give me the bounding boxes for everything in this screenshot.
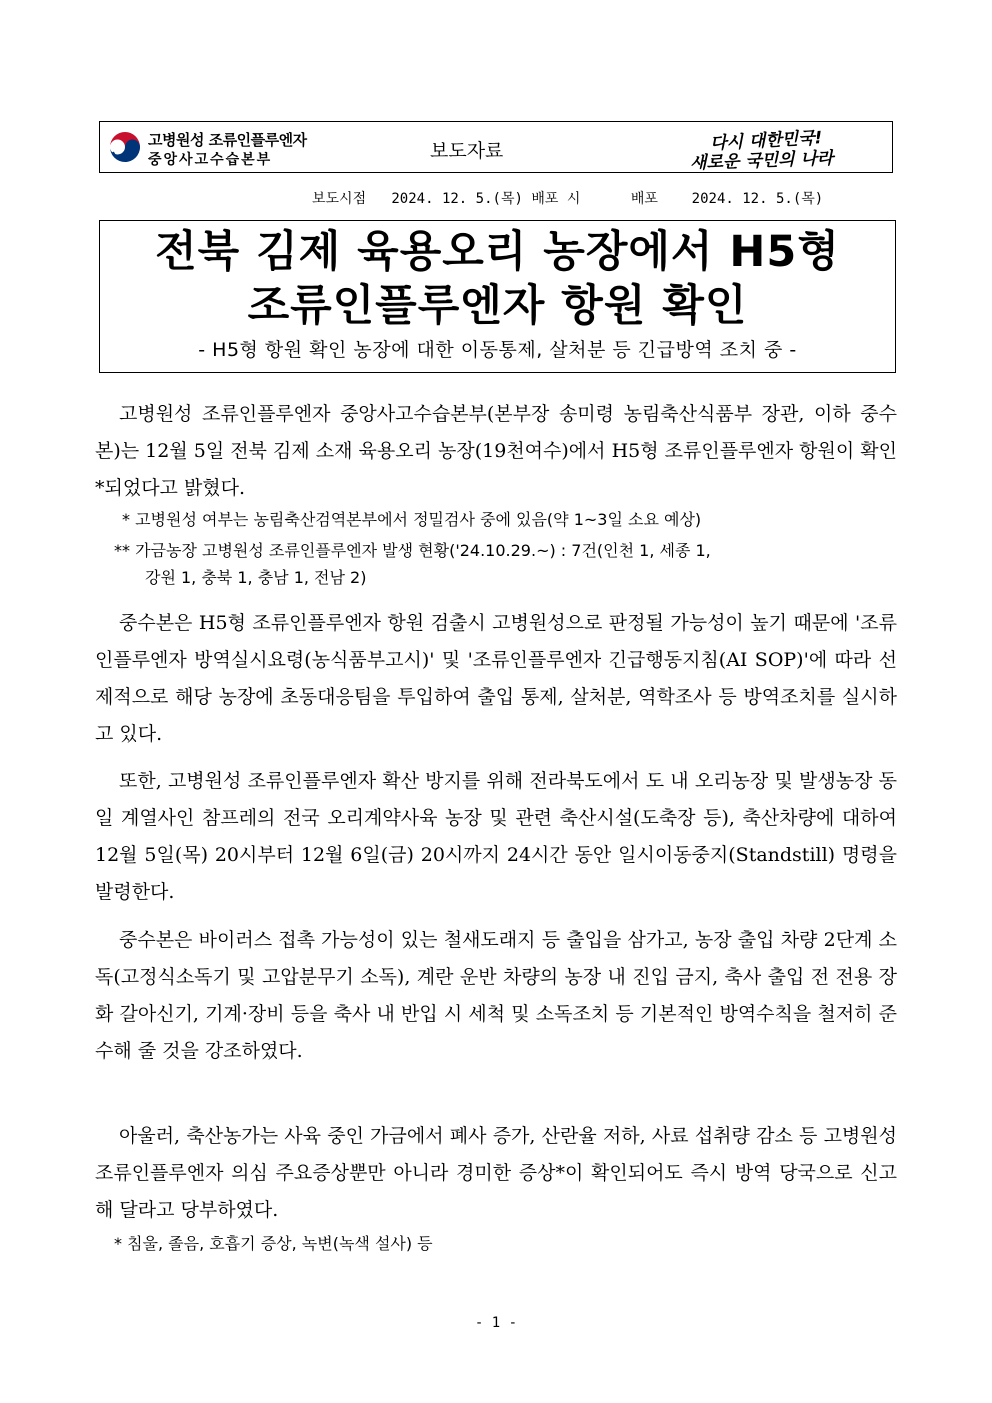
taegeuk-emblem-icon bbox=[108, 130, 142, 164]
paragraph-text: 중수본은 바이러스 접촉 가능성이 있는 철새도래지 등 출입을 삼가고, 농장 출입 차량 2단계 소독(고정식소독기 및 고압분무기 소독), 계란 운반 차량의 농장 내 진입 금지, 축사 출입 전 전용 장화 갈아신기, 기계·장비 등을 축사 내 반입 시 세척 및 소독조치 등 기본적인 방역수칙을 철저히 준수해 줄 것을 강조하였다. bbox=[95, 929, 897, 1062]
footnote-2-line1: ** 가금농장 고병원성 조류인플루엔자 발생 현황('24.10.29.~) : 7건(인천 1, 세종 1, bbox=[114, 541, 711, 560]
paragraph-4 bbox=[95, 922, 897, 1070]
org-name-line1: 고병원성 조류인플루엔자 bbox=[148, 131, 307, 149]
footnote-1: * 고병원성 여부는 농림축산검역본부에서 정밀검사 중에 있음(약 1~3일 소요 예상) bbox=[122, 510, 702, 529]
footnote-2-line2: 강원 1, 충북 1, 충남 1, 전남 2) bbox=[145, 568, 367, 587]
paragraph-2 bbox=[95, 605, 897, 753]
headline-line1: 전북 김제 육용오리 농장에서 H5형 bbox=[155, 227, 840, 277]
slogan-line2: 새로운 국민의 나라 bbox=[689, 148, 834, 174]
org-logo bbox=[106, 128, 346, 168]
title-box bbox=[99, 220, 896, 373]
footnote-3: * 침울, 졸음, 호흡기 증상, 녹변(녹색 설사) 등 bbox=[114, 1234, 433, 1253]
press-release-label: 보도자료 bbox=[430, 140, 504, 162]
page-number: - 1 - bbox=[474, 1315, 518, 1331]
press-header bbox=[99, 121, 893, 173]
release-time: 보도시점 2024. 12. 5.(목) 배포 시 배포 2024. 12. 5.(목) bbox=[312, 191, 824, 207]
paragraph-5 bbox=[95, 1118, 897, 1229]
paragraph-1 bbox=[95, 396, 897, 507]
headline-line2: 조류인플루엔자 항원 확인 bbox=[247, 281, 748, 331]
org-name-line2: 중앙사고수습본부 bbox=[148, 152, 273, 168]
handwritten-slogan bbox=[682, 126, 882, 174]
paragraph-text: 고병원성 조류인플루엔자 중앙사고수습본부(본부장 송미령 농림축산식품부 장관, 이하 중수본)는 12월 5일 전북 김제 소재 육용오리 농장(19천여수)에서 H5형 조류인플루엔자 항원이 확인*되었다고 밝혔다. bbox=[95, 403, 897, 499]
slogan-line1: 다시 대한민국! bbox=[709, 128, 823, 154]
paragraph-text: 또한, 고병원성 조류인플루엔자 확산 방지를 위해 전라북도에서 도 내 오리농장 및 발생농장 동일 계열사인 참프레의 전국 오리계약사육 농장 및 관련 축산시설(도축장 등), 축산차량에 대하여 12월 5일(목) 20시부터 12월 6일(금) 20시까지 24시간 동안 일시이동중지(Standstill) 명령을 발령한다. bbox=[95, 770, 897, 903]
subheadline: - H5형 항원 확인 농장에 대한 이동통제, 살처분 등 긴급방역 조치 중 - bbox=[198, 339, 797, 361]
paragraph-text: 아울러, 축산농가는 사육 중인 가금에서 폐사 증가, 산란율 저하, 사료 섭취량 감소 등 고병원성 조류인플루엔자 의심 주요증상뿐만 아니라 경미한 증상*이 확인되어도 즉시 방역 당국으로 신고해 달라고 당부하였다. bbox=[95, 1125, 897, 1221]
paragraph-text: 중수본은 H5형 조류인플루엔자 항원 검출시 고병원성으로 판정될 가능성이 높기 때문에 '조류인플루엔자 방역실시요령(농식품부고시)' 및 '조류인플루엔자 긴급행동지침(AI SOP)'에 따라 선제적으로 해당 농장에 초동대응팀을 투입하여 출입 통제, 살처분, 역학조사 등 방역조치를 실시하고 있다. bbox=[95, 612, 897, 745]
paragraph-3 bbox=[95, 763, 897, 911]
